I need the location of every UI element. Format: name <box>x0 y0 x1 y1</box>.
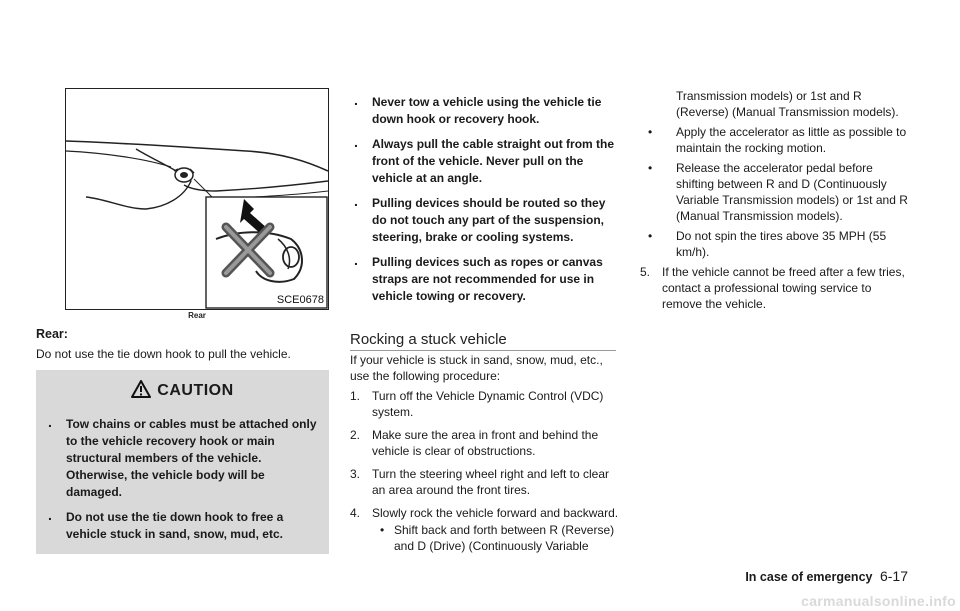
page-footer <box>745 568 908 584</box>
sub-item <box>640 228 908 260</box>
warning-item: . Pulling devices should be routed so they do not touch any part of the suspension, steering, brake or cooling systems. <box>350 195 620 246</box>
step-number: 1. <box>350 389 361 403</box>
footer-section: In case of emergency <box>745 570 873 584</box>
section-heading: Rocking a stuck vehicle <box>350 331 507 348</box>
step-item <box>640 264 908 312</box>
bullet-icon: • <box>380 523 385 537</box>
page-number: 6-17 <box>879 568 908 584</box>
warning-item: . Never tow a vehicle using the vehicle tie down hook or recovery hook. <box>350 94 620 128</box>
sub-item-text: Shift back and forth between R (Reverse) and D (Drive) (Continuously Variable <box>394 523 615 553</box>
sub-item-text: Apply the accelerator as little as possible to maintain the rocking motion. <box>676 125 907 155</box>
sub-item-text: Release the accelerator pedal before shifting between R and D (Continuously Variable Transmission models) or 1st and R (Manual Transmission models). <box>676 161 908 223</box>
rear-text: Do not use the tie down hook to pull the vehicle. <box>36 347 291 361</box>
step-item <box>350 505 622 554</box>
step-item <box>350 466 622 498</box>
step-number: 3. <box>350 467 361 481</box>
steps-list <box>350 388 622 561</box>
step-number: 2. <box>350 428 361 442</box>
step-text: Turn off the Vehicle Dynamic Control (VDC) system. <box>372 389 604 419</box>
caution-item: . Tow chains or cables must be attached only to the vehicle recovery hook or main structural members of the vehicle. Otherwise, the vehicle body will be damaged. <box>44 416 324 501</box>
step-text: Slowly rock the vehicle forward and backward. <box>372 506 619 520</box>
step-item <box>350 388 622 420</box>
heading-rule <box>350 350 616 351</box>
warning-triangle-icon <box>131 380 151 403</box>
bullet-icon: • <box>648 229 653 243</box>
sub-item <box>372 522 622 554</box>
caution-list <box>44 416 324 551</box>
column-3 <box>640 88 908 312</box>
step-item <box>350 427 622 459</box>
sub-item-text: Do not spin the tires above 35 MPH (55 km/h). <box>676 229 887 259</box>
intro-text: If your vehicle is stuck in sand, snow, mud, etc., use the following procedure: <box>350 353 603 383</box>
rear-bumper-drawing <box>66 89 328 309</box>
caution-title <box>36 380 329 403</box>
step-number: 5. <box>640 265 651 279</box>
figure-code: SCE0678 <box>276 294 324 306</box>
rear-hook-illustration <box>65 88 329 310</box>
caution-title-text: CAUTION <box>157 382 234 399</box>
caution-box <box>36 370 329 554</box>
bullet-icon: • <box>648 125 653 139</box>
rear-heading: Rear: <box>36 327 68 341</box>
bullet-icon: • <box>648 161 653 175</box>
warning-list <box>350 94 620 313</box>
warning-item: . Always pull the cable straight out from the front of the vehicle. Never pull on the vehicle at an angle. <box>350 136 620 187</box>
sub-item-continued: Transmission models) or 1st and R (Reverse) (Manual Transmission models). <box>676 89 899 119</box>
sub-item <box>640 124 908 156</box>
watermark: carmanualsonline.info <box>801 593 956 609</box>
step-number: 4. <box>350 506 361 520</box>
caution-item: . Do not use the tie down hook to free a vehicle stuck in sand, snow, mud, etc. <box>44 509 324 543</box>
warning-item: . Pulling devices such as ropes or canvas straps are not recommended for use in vehicle towing or recovery. <box>350 254 620 305</box>
step-text: Make sure the area in front and behind the vehicle is clear of obstructions. <box>372 428 599 458</box>
sub-item <box>640 160 908 224</box>
figure-caption: Rear <box>188 311 206 320</box>
step-text: If the vehicle cannot be freed after a few tries, contact a professional towing service to remove the vehicle. <box>662 265 905 311</box>
step-text: Turn the steering wheel right and left to clear an area around the front tires. <box>372 467 610 497</box>
